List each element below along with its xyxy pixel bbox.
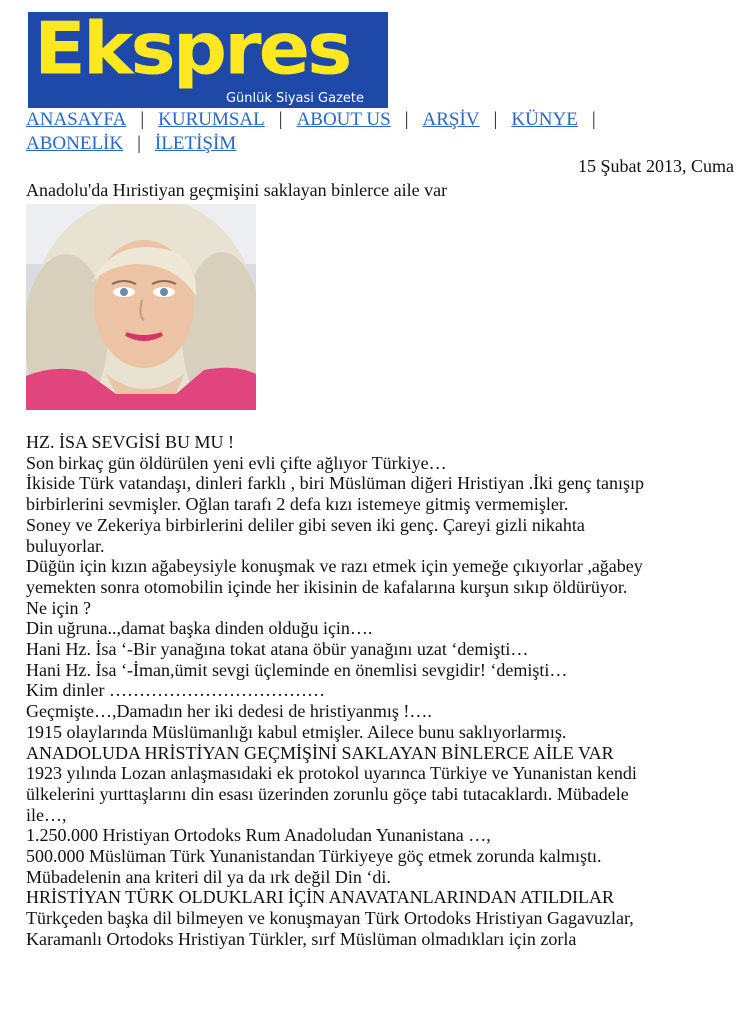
site-logo[interactable] bbox=[28, 12, 388, 108]
article-line: Kim dinler ……………………………… bbox=[26, 680, 325, 701]
nav-link-about-us[interactable]: ABOUT US bbox=[296, 109, 391, 130]
article-line: Türkçeden başka dil bilmeyen ve konuşmayan Türk Ortodoks Hristiyan Gagavuzlar, bbox=[26, 908, 634, 929]
article-line: 1915 olaylarında Müslümanlığı kabul etmişler. Ailece bunu saklıyorlarmış. bbox=[26, 721, 567, 742]
article-line: 1923 yılında Lozan anlaşmasıdaki ek protokol uyarınca Türkiye ve Yunanistan kendi bbox=[26, 763, 637, 784]
article-line: Son birkaç gün öldürülen yeni evli çifte ağlıyor Türkiye… bbox=[26, 452, 447, 473]
article-line: Karamanlı Ortodoks Hristiyan Türkler, sırf Müslüman olmadıkları için zorla bbox=[26, 928, 577, 949]
nav-separator: | bbox=[137, 133, 141, 154]
article-line: Hani Hz. İsa ‘-İman,ümit sevgi üçleminde en önemlisi sevgidir! ‘demişti… bbox=[26, 659, 568, 680]
main-navigation bbox=[26, 108, 726, 156]
article-line: HRİSTİYAN TÜRK OLDUKLARI İÇİN ANAVATANLARINDAN ATILDILAR bbox=[26, 887, 615, 908]
article-line: yemekten sonra otomobilin içinde her ikisinin de kafalarına kurşun sıkıp öldürüyor. bbox=[26, 576, 628, 597]
article-line: Soney ve Zekeriya birbirlerini deliler gibi seven iki genç. Çareyi gizli nikahta bbox=[26, 514, 585, 535]
nav-link-iletisim[interactable]: İLETİŞİM bbox=[154, 133, 237, 154]
nav-separator: | bbox=[591, 109, 596, 130]
article-line: HZ. İSA SEVGİSİ BU MU ! bbox=[26, 432, 235, 452]
nav-link-arsiv[interactable]: ARŞİV bbox=[422, 109, 480, 130]
article-line: İkiside Türk vatandaşı, dinleri farklı , biri Müslüman diğeri Hristiyan .İki genç tanışıp bbox=[26, 473, 645, 494]
article-line: Mübadelenin ana kriteri dil ya da ırk değil Din ‘di. bbox=[26, 866, 391, 887]
article-line: 500.000 Müslüman Türk Yunanistandan Türkiyeye göç etmek zorunda kalmıştı. bbox=[26, 846, 602, 867]
nav-link-anasayfa[interactable]: ANASAYFA bbox=[26, 109, 127, 130]
article-line: birbirlerini sevmişler. Oğlan tarafı 2 defa kızı istemeye gitmiş vermemişler. bbox=[26, 494, 569, 515]
article-line: Din uğruna..,damat başka dinden olduğu için…. bbox=[26, 618, 373, 639]
publication-date: 15 Şubat 2013, Cuma bbox=[578, 156, 734, 176]
article-line: ANADOLUDA HRİSTİYAN GEÇMİŞİNİ SAKLAYAN BİNLERCE AİLE VAR bbox=[26, 742, 614, 763]
article-headline: Anadolu'da Hıristiyan geçmişini saklayan binlerce aile var bbox=[26, 180, 448, 200]
article-line: ile…, bbox=[26, 804, 67, 825]
nav-separator: | bbox=[404, 109, 409, 130]
author-photo bbox=[26, 204, 256, 410]
article-line: 1.250.000 Hristiyan Ortodoks Rum Anadoludan Yunanistana …, bbox=[26, 825, 491, 846]
nav-separator: | bbox=[140, 109, 145, 130]
nav-link-kurumsal[interactable]: KURUMSAL bbox=[158, 109, 265, 130]
article-line: Hani Hz. İsa ‘-Bir yanağına tokat atana öbür yanağını uzat ‘demişti… bbox=[26, 639, 529, 660]
logo-wordmark: Ekspres bbox=[34, 12, 350, 91]
logo-tagline: Günlük Siyasi Gazete bbox=[225, 91, 364, 106]
nav-separator: | bbox=[493, 109, 498, 130]
article-line: ülkelerini yurttaşlarını din esası üzerinden zorunlu göçe tabi tutacaklardı. Mübadele bbox=[26, 783, 629, 804]
article-line: Ne için ? bbox=[26, 597, 91, 618]
nav-link-kunye[interactable]: KÜNYE bbox=[511, 109, 578, 130]
article-line: Düğün için kızın ağabeysiyle konuşmak ve razı etmek için yemeğe çıkıyorlar ,ağabey bbox=[26, 556, 643, 577]
nav-link-abonelik[interactable]: ABONELİK bbox=[26, 133, 124, 154]
article-line: buluyorlar. bbox=[26, 535, 105, 556]
nav-separator: | bbox=[278, 109, 283, 130]
article-line: Geçmişte…,Damadın her iki dedesi de hristiyanmış !…. bbox=[26, 701, 432, 722]
article-body bbox=[26, 432, 740, 950]
